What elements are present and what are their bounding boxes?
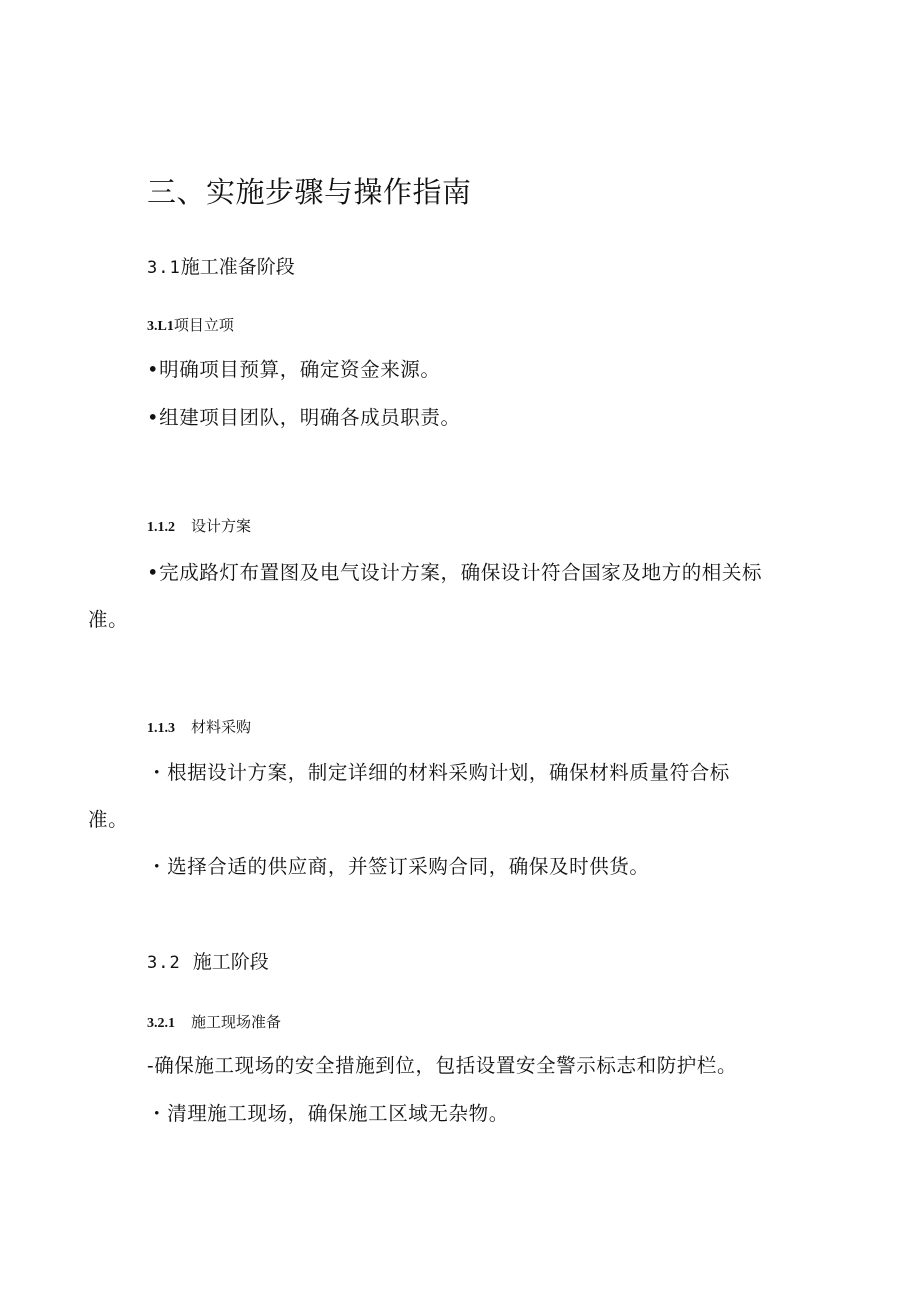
heading-number: 1.1.2 [147, 520, 175, 535]
heading-number: 1.1.3 [147, 721, 175, 736]
subsubsection-heading [147, 519, 251, 535]
bullet-line: -确保施工现场的安全措施到位，包括设置安全警示标志和防护栏。 [147, 1054, 738, 1077]
bullet-continuation: 准。 [88, 808, 129, 831]
heading-text: 项目立项 [173, 316, 234, 334]
heading-text: 施工现场准备 [191, 1013, 282, 1031]
bullet-line: •完成路灯布置图及电气设计方案，确保设计符合国家及地方的相关标 [147, 561, 763, 584]
bullet-line: •组建项目团队，明确各成员职责。 [147, 406, 461, 429]
subsection-heading-3-2 [147, 953, 269, 972]
bullet-line: ・根据设计方案，制定详细的材料采购计划，确保材料质量符合标 [147, 761, 730, 784]
heading-text: 施工准备阶段 [180, 256, 295, 278]
heading-number: 3.2.1 [147, 1016, 175, 1031]
heading-number: 3.1 [147, 258, 181, 278]
heading-number: 3.L1 [147, 319, 174, 334]
heading-text: 设计方案 [191, 517, 252, 535]
heading-text: 施工阶段 [192, 951, 269, 973]
bullet-line: ・选择合适的供应商，并签订采购合同，确保及时供货。 [147, 855, 650, 878]
section-title: 三、实施步骤与操作指南 [147, 175, 472, 209]
heading-text: 材料采购 [191, 718, 252, 736]
subsection-heading-3-1 [147, 258, 295, 277]
subsubsection-heading [147, 1015, 281, 1031]
subsubsection-heading [147, 318, 234, 334]
bullet-line: ・清理施工现场，确保施工区域无杂物。 [147, 1102, 509, 1125]
bullet-continuation: 准。 [88, 608, 129, 631]
subsubsection-heading [147, 720, 251, 736]
heading-number: 3.2 [147, 953, 181, 973]
bullet-line: •明确项目预算，确定资金来源。 [147, 358, 441, 381]
